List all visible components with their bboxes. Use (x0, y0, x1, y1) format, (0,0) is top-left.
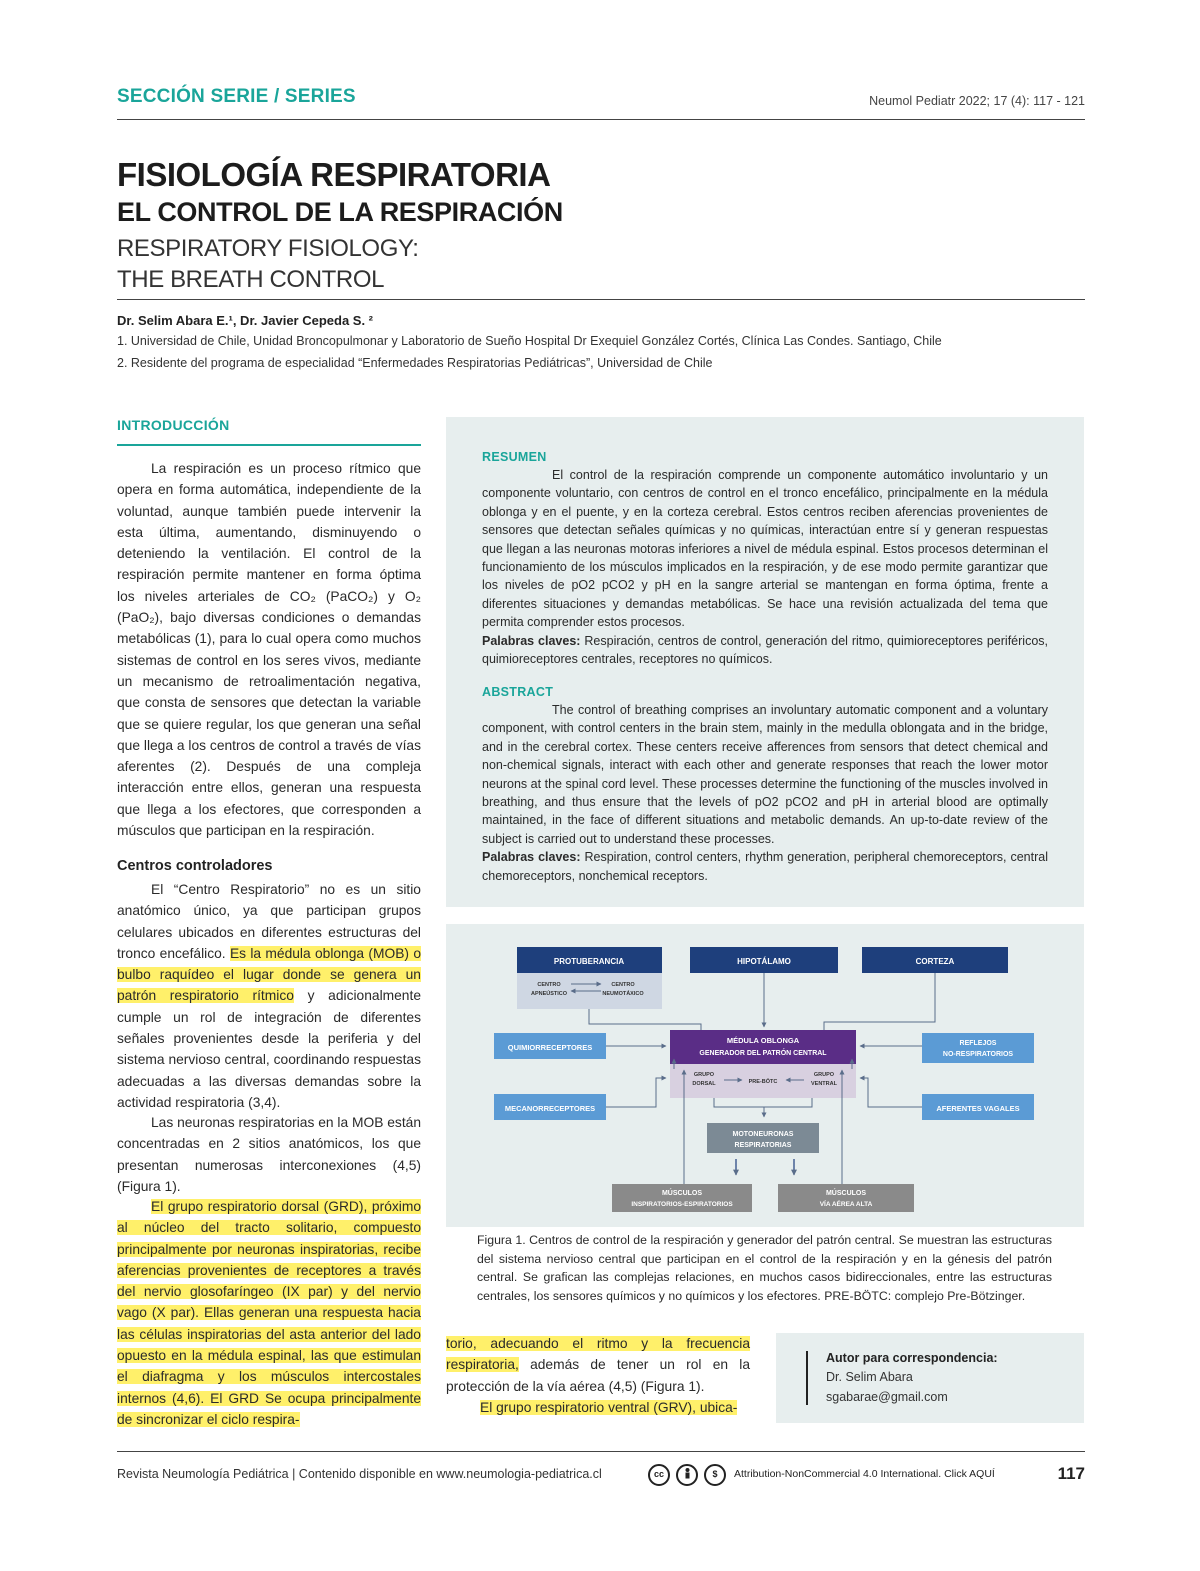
footer-rule (117, 1451, 1085, 1452)
musculos-via-aerea-label-1: MÚSCULOS (825, 1190, 867, 1197)
reflejos-label-1: REFLEJOS (959, 1040, 997, 1047)
journal-reference: Neumol Pediatr 2022; 17 (4): 117 - 121 (869, 94, 1085, 108)
intro-p2-text-b: y adicionalmente cumple un rol de integración de diferentes señales provenientes desde la periferia y del sistema nervioso central, coordinando respuestas adecuadas a las diversas demandas sobre la actividad respiratoria (3,4). (117, 988, 421, 1110)
title-main: FISIOLOGÍA RESPIRATORIA (117, 156, 551, 193)
caption-label: Figura 1. Centros de control de la respiración y generador del patrón central. (477, 1233, 896, 1247)
correspondence-bar (806, 1351, 808, 1405)
resumen-keywords-label: Palabras claves: (482, 633, 581, 648)
correspondence-box (776, 1333, 1084, 1423)
affiliation-2: 2. Residente del programa de especialidad “Enfermedades Respiratorias Pediátricas”, Universidad de Chile (117, 356, 713, 370)
intro-p4-highlight: El grupo respiratorio dorsal (GRD), próximo al núcleo del tracto solitario, compuesto principalmente por neuronas inspiratorias, recibe aferencias provenientes de receptores a través del nervio glosofaríngeo (IX par) y del nervio vago (X par). Ellas generan una respuesta hacia las células inspiratorias del asta anterior del lado opuesto en la médula espinal, las que estimulan el diafragma y los músculos intercostales internos (4,6). El GRD Se ocupa principalmente de sincronizar el ciclo respira- (117, 1199, 421, 1427)
correspondence-name: Dr. Selim Abara (826, 1370, 913, 1384)
protuberancia-label: PROTUBERANCIA (553, 957, 625, 966)
reflejos-label-2: NO-RESPIRATORIOS (942, 1051, 1014, 1058)
correspondence-heading: Autor para correspondencia: (826, 1351, 998, 1365)
intro-heading: INTRODUCCIÓN (117, 417, 230, 433)
mecanorreceptores-label: MECANORRECEPTORES (504, 1104, 596, 1113)
resumen-text (482, 466, 1048, 668)
affiliation-1: 1. Universidad de Chile, Unidad Broncopulmonar y Laboratorio de Sueño Hospital Dr Exequiel González Cortés, Clínica Las Condes. Santiago, Chile (117, 334, 942, 348)
hipotalamo-label: HIPOTÁLAMO (737, 957, 791, 966)
resumen-keywords: Respiración, centros de control, generación del ritmo, quimioreceptores periféricos, quimioreceptores centrales, receptores no químicos. (482, 633, 1048, 667)
grupo-ventral-label-2: VENTRAL (811, 1081, 837, 1087)
abstract-text (482, 701, 1048, 885)
mid-paragraph-1 (446, 1333, 750, 1397)
authors: Dr. Selim Abara E.¹, Dr. Javier Cepeda S. ² (117, 313, 374, 328)
musculos-inspiratorios-label-1: MÚSCULOS (661, 1190, 703, 1197)
correspondence-email[interactable]: sgabarae@gmail.com (826, 1390, 948, 1404)
cc-icon: cc (648, 1464, 670, 1486)
pre-botc-label: PRE-BÖTC (748, 1079, 778, 1085)
medula-label-2: GENERADOR DEL PATRÓN CENTRAL (699, 1050, 827, 1057)
motoneuronas-label-1: MOTONEURONAS (732, 1131, 794, 1138)
motoneuronas-label-2: RESPIRATORIAS (734, 1142, 792, 1149)
mid-p2-highlight: El grupo respiratorio ventral (GRV), ubica- (480, 1400, 738, 1415)
intro-paragraph-2 (117, 879, 421, 1113)
abstract-heading: ABSTRACT (482, 685, 554, 699)
centro-neumotaxico-label-2: NEUMOTÁXICO (602, 991, 644, 997)
intro-p2-highlight: Es la médula oblonga (MOB) o bulbo raquídeo el lugar donde se genera un patrón respiratorio rítmico (117, 945, 421, 1004)
title-rule (117, 299, 1085, 300)
intro-paragraph-1 (117, 458, 421, 841)
title-english (117, 233, 419, 295)
intro-paragraph-4 (117, 1196, 421, 1430)
title-english-line1: RESPIRATORY FISIOLOGY: (117, 235, 419, 262)
intro-p3-text: Las neuronas respiratorias en la MOB están concentradas en 2 sitios anatómicos, los que presentan numerosas interconexiones (4,5) (Figura 1). (117, 1115, 421, 1194)
intro-rule (117, 444, 421, 446)
grupo-dorsal-label-1: GRUPO (693, 1072, 715, 1078)
corteza-label: CORTEZA (915, 957, 955, 966)
intro-paragraph-3 (117, 1112, 421, 1197)
quimiorreceptores-label: QUIMIORRECEPTORES (507, 1043, 593, 1052)
reflejos-box (922, 1033, 1034, 1063)
mid-paragraph-2 (446, 1397, 750, 1418)
abstract-keywords-label: Palabras claves: (482, 850, 581, 865)
caption-text: Se muestran las estructuras del sistema nervioso central que participan en el control de la respiración y en la génesis del patrón central. Se grafican las complejas relaciones, en muchos casos bidireccionales, entre las estructuras centrales, los sensores químicos y no químicos y los efectores. PRE-BÖTC: complejo Pre-Bötzinger. (477, 1233, 1052, 1303)
mid-p1-text: además de tener un rol en la protección de la vía aérea (4,5) (Figura 1). (446, 1357, 750, 1394)
grupo-dorsal-label-2: DORSAL (692, 1081, 716, 1087)
license-text[interactable]: Attribution-NonCommercial 4.0 International. Click AQUÍ (734, 1468, 995, 1480)
centro-neumotaxico-label-1: CENTRO (611, 982, 635, 988)
grupo-ventral-label-1: GRUPO (813, 1072, 835, 1078)
nc-icon: $ (704, 1464, 726, 1486)
resumen-heading: RESUMEN (482, 450, 547, 464)
section-tag: SECCIÓN SERIE / SERIES (117, 86, 356, 107)
title-sub: EL CONTROL DE LA RESPIRACIÓN (117, 197, 563, 227)
figure-caption (477, 1231, 1052, 1305)
intro-p2-text-a: El “Centro Respiratorio” no es un sitio anatómico único, ya que participan grupos celulares ubicados en diferentes estructuras del tronco encefálico. (117, 882, 421, 961)
musculos-via-aerea-label-2: VÍA AÉREA ALTA (819, 1201, 873, 1208)
page-number: 117 (1057, 1464, 1085, 1483)
figure-diagram (446, 924, 1084, 1227)
aferentes-label: AFERENTES VAGALES (936, 1104, 1020, 1113)
abstract-body: The control of breathing comprises an involuntary automatic component and a voluntary component, with control centers in the brain stem, mainly in the medulla oblongata and in the bridge, and in the cerebral cortex. These centers receive afferences from sensors that detect chemical and non-chemical signals, interact with each other and generate responses that reach the lower motor neurons at the spinal cord level. These processes determine the functioning of the muscles involved in breathing, and thus ensure that the levels of pO2 pCO2 and pH in arterial blood are optimally maintained, in the face of different situations and metabolic demands. An up-to-date review of the subject is carried out to understand these processes. (482, 703, 1048, 846)
intro-p1-text: La respiración es un proceso rítmico que opera en forma automática, independiente de la voluntad, aunque también puede intervenir la esta última, aumentando, disminuyendo o deteniendo la ventilación. El control de la respiración permite mantener en forma óptima los niveles arteriales de CO₂ (PaCO₂) y O₂ (PaO₂), bajo diversas condiciones o demandas metabólicas (1), para lo cual opera como muchos sistemas de control en los seres vivos, mediante un mecanismo de retroalimentación negativa, que consta de sensores que detectan la variable que se quiere regular, los que generan una señal que llega a los centros de control a través de vías aferentes (2). Después de una compleja interacción entre ellos, generan una respuesta que llega a los efectores, que corresponden a músculos que participan en la respiración. (117, 461, 421, 839)
person-icon (679, 1466, 696, 1483)
footer-text[interactable]: Revista Neumología Pediátrica | Contenido disponible en www.neumologia-pediatrica.cl (117, 1467, 602, 1481)
musculos-inspiratorios-label-2: INSPIRATORIOS-ESPIRATORIOS (631, 1201, 733, 1208)
mid-p1-highlight: torio, adecuando el ritmo y la frecuencia respiratoria, (446, 1336, 750, 1373)
abstract-keywords: Respiration, control centers, rhythm generation, peripheral chemoreceptors, central chemoreceptors, nonchemical receptors. (482, 850, 1048, 883)
medula-label-1: MÉDULA OBLONGA (726, 1036, 800, 1045)
centro-apneustico-label-1: CENTRO (537, 982, 561, 988)
subheading-centros: Centros controladores (117, 858, 273, 874)
header-rule (117, 119, 1085, 120)
centro-apneustico-label-2: APNEÚSTICO (530, 991, 568, 997)
title-english-line2: THE BREATH CONTROL (117, 266, 385, 293)
by-icon (676, 1464, 698, 1486)
resumen-body: El control de la respiración comprende un componente automático involuntario y un componente voluntario, con centros de control en el tronco encefálico, principalmente en la médula oblonga y en el puente, y en la corteza cerebral. Estos centros reciben aferencias provenientes de sensores que detectan señales químicas y no químicas, interactúan entre sí y generan respuestas que llegan a las neuronas motoras inferiores a nivel de médula espinal. Estos procesos determinan el funcionamiento de los músculos implicados en la respiración, y de ese modo permite garantizar que los niveles de pO2 pCO2 y pH en la sangre arterial se mantengan en forma óptima, frente a diferentes situaciones y demandas metabólicas. Se hace una revisión actualizada del tema que permita comprender estos procesos. (482, 468, 1048, 630)
